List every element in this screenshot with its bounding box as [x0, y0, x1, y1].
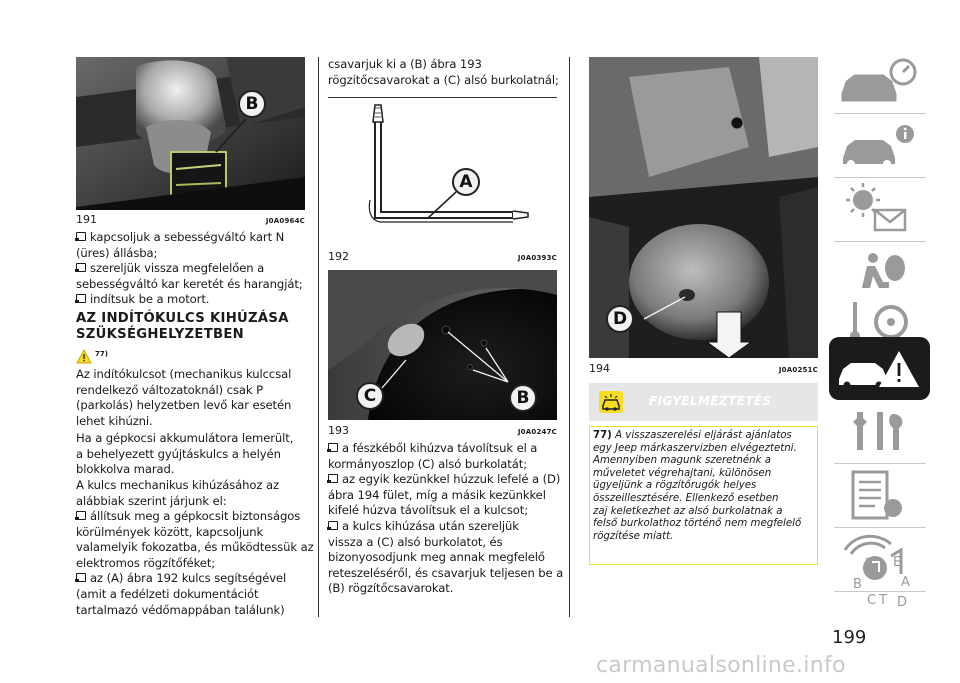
- warning-number: 77): [593, 430, 612, 441]
- figure-code: J0A0247C: [517, 428, 557, 436]
- paragraph-1: Az indítókulcsot (mechanikus kulccsal rendelkező változatoknál) csak P (parkolás) helyzetben levő kar esetén lehet kihúzni.: [76, 367, 292, 428]
- step-item: a fészkéből kihúzva távolítsuk el a: [328, 441, 568, 457]
- tab-sun-envelope[interactable]: [829, 178, 930, 241]
- index-letters: Z E B A C T D: [853, 555, 910, 610]
- steps-list-a: [76, 230, 316, 308]
- step-bullet-icon: [328, 474, 338, 483]
- col2-steps-list: a fészkéből kihúzva távolítsuk el a kormányoszlop (C) alsó burkolatát; az egyik kezünkkel húzzuk lefelé a (D) ábra 194 fület, míg a másik kezünkkel kifelé húzva távolítsuk el a kulcsot; a kulcs kihúzása után szereljük vissza a (C) alsó burkolatot, és bizonyosodjunk meg annak megfelelő reteszeléséről, és csavarjuk teljesen be a (B) rögzítőcsavarokat.: [328, 441, 568, 597]
- figure-number: 192: [328, 250, 349, 263]
- step-item-cont: sebességváltó kar keretét és harangját;: [76, 276, 303, 291]
- checklist-icon: [829, 464, 930, 527]
- page-number: 199: [832, 627, 867, 648]
- tab-dashboard[interactable]: [829, 50, 930, 113]
- callout-b: B: [509, 384, 537, 412]
- figure-191-caption: [76, 213, 305, 226]
- step-bullet-icon: [76, 263, 86, 272]
- sun-envelope-icon: [829, 178, 930, 241]
- figure-code: J0A0964C: [265, 217, 305, 225]
- figure-number: 191: [76, 213, 97, 226]
- step-item: indítsuk be a motort.: [76, 292, 316, 308]
- step-bullet-icon: [76, 573, 86, 582]
- tab-tools[interactable]: [829, 400, 930, 463]
- figure-194-caption: [589, 362, 818, 375]
- warning-title: FIGYELMEZTETÉS: [649, 394, 772, 408]
- step-item: a kulcs kihúzása után szereljük: [328, 519, 568, 535]
- warning-car-icon: [599, 391, 623, 413]
- warning-triangle-icon: [76, 349, 92, 364]
- step-item-cont: (üres) állásba;: [76, 245, 158, 260]
- callout-d: D: [606, 305, 634, 333]
- car-dashboard-icon: [829, 50, 930, 113]
- callout-b: B: [238, 90, 266, 118]
- separator-line: [328, 97, 557, 98]
- paragraph-2: Ha a gépkocsi akkumulátora lemerült, a behelyezett gyújtáskulcs a helyén blokkolva marad.: [76, 431, 294, 477]
- figure-194-photo: [589, 57, 818, 358]
- figure-code: J0A0251C: [778, 366, 818, 374]
- step-bullet-icon: [76, 294, 86, 303]
- column-divider: [569, 57, 570, 617]
- step-item: az egyik kezünkkel húzzuk lefelé a (D): [328, 472, 568, 488]
- figure-192-drawing: [328, 100, 557, 245]
- warning-header: [589, 383, 818, 421]
- callout-a: A: [452, 168, 480, 196]
- step-bullet-icon: [76, 232, 86, 241]
- step-item: az (A) ábra 192 kulcs segítségével: [76, 571, 316, 587]
- step-item: állítsuk meg a gépkocsit biztonságos: [76, 509, 316, 525]
- figure-192-caption: [328, 250, 557, 263]
- column-divider: [318, 57, 319, 617]
- tab-car-info[interactable]: [829, 114, 930, 177]
- figure-code: J0A0393C: [517, 254, 557, 262]
- callout-c: C: [356, 382, 384, 410]
- figure-191-photo: [76, 57, 305, 210]
- tab-checklist[interactable]: [829, 464, 930, 527]
- warning-panel: 77) A visszaszerelési eljárást ajánlatos egy Jeep márkaszervizben elvégeztetni. Amennyiben magunk szeretnénk a műveletet végrehajtani, különösen ügyeljünk a rögzítőrugók helyes összeillesztésére. Ellenkező esetben zaj keletkezhet az alsó burkolatnak a felső burkolathoz történő nem megfelelő rögzítése miatt.: [589, 426, 818, 565]
- figure-number: 193: [328, 424, 349, 437]
- watermark: carmanualsonline.info: [596, 653, 846, 678]
- step-bullet-icon: [328, 443, 338, 452]
- step-item: kapcsoljuk a sebességváltó kart N: [76, 230, 316, 246]
- step-bullet-icon: [328, 521, 338, 530]
- figure-193-caption: [328, 424, 557, 437]
- figure-193-photo: [328, 270, 557, 420]
- figure-number: 194: [589, 362, 610, 375]
- section-heading: AZ INDÍTÓKULCS KIHÚZÁSA SZÜKSÉGHELYZETBEN: [76, 311, 289, 342]
- tools-icon: [829, 400, 930, 463]
- car-info-icon: [829, 114, 930, 177]
- step-bullet-icon: [76, 511, 86, 520]
- steps-list-b: állítsuk meg a gépkocsit biztonságos körülmények között, kapcsoljunk valamelyik fokozatba, és működtessük az elektromos rögzítőféket; az (A) ábra 192 kulcs segítségével (amit a fedélzeti dokumentációt tartalmazó védőmappában találunk): [76, 509, 316, 618]
- paragraph-3: A kulcs mechanikus kihúzásához az alábbiak szerint járjunk el:: [76, 478, 279, 508]
- tab-car-warning[interactable]: [829, 337, 930, 400]
- step-item: szereljük vissza megfelelően a: [76, 261, 316, 277]
- car-warning-icon: [829, 337, 930, 400]
- col2-intro: csavarjuk ki a (B) ábra 193 rögzítőcsavarokat a (C) alsó burkolatnál;: [328, 57, 559, 87]
